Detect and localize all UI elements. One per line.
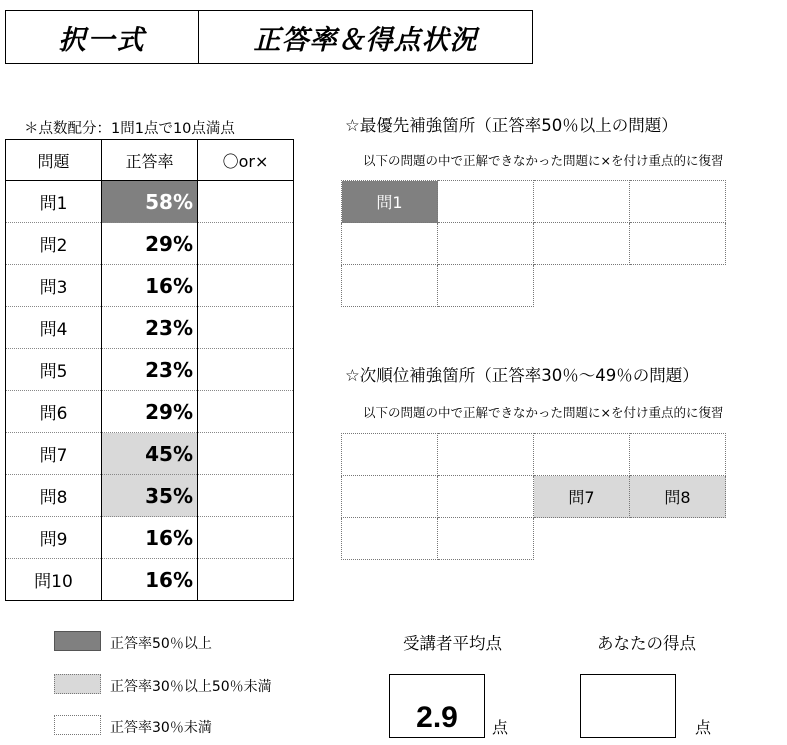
score-allocation-note: ＊点数配分：1問1点で10点満点	[24, 121, 235, 137]
table-row	[6, 223, 294, 265]
grid-spacer	[630, 518, 726, 560]
priority1-cell	[630, 181, 726, 223]
legend-swatch-low	[54, 715, 101, 735]
question-label: 問8	[6, 475, 102, 517]
table-row	[6, 349, 294, 391]
your-score-unit: 点	[695, 718, 712, 737]
priority2-grid	[341, 433, 726, 560]
correct-rate: 35%	[102, 475, 198, 517]
priority1-cell: 問1	[342, 181, 438, 223]
mark-cell[interactable]	[198, 475, 294, 517]
question-label: 問3	[6, 265, 102, 307]
priority2-title: ☆次順位補強箇所（正答率30％～49％の問題）	[345, 366, 699, 385]
priority1-title: ☆最優先補強箇所（正答率50％以上の問題）	[345, 116, 678, 135]
legend-label-mid: 正答率30％以上50％未満	[110, 679, 272, 695]
table-row	[6, 181, 294, 223]
mark-cell[interactable]	[198, 223, 294, 265]
priority1-cell	[342, 223, 438, 265]
question-label: 問7	[6, 433, 102, 475]
mark-cell[interactable]	[198, 517, 294, 559]
page-title: 正答率＆得点状況	[253, 24, 478, 56]
header-mark: 〇or×	[198, 140, 294, 181]
question-label: 問5	[6, 349, 102, 391]
priority1-cell	[438, 265, 534, 307]
table-row	[6, 475, 294, 517]
priority2-cell: 問8	[630, 476, 726, 518]
priority2-cell	[438, 476, 534, 518]
priority2-cell	[342, 476, 438, 518]
correct-rate: 23%	[102, 349, 198, 391]
priority2-cell	[534, 434, 630, 476]
question-label: 問4	[6, 307, 102, 349]
priority1-cell	[630, 223, 726, 265]
your-score-title: あなたの得点	[597, 634, 696, 653]
legend-swatch-mid	[54, 674, 101, 694]
mark-cell[interactable]	[198, 433, 294, 475]
table-header-row	[6, 140, 294, 181]
header-question: 問題	[6, 140, 102, 181]
header-correct-rate: 正答率	[102, 140, 198, 181]
question-label: 問9	[6, 517, 102, 559]
grid-spacer	[534, 265, 630, 307]
correct-rate: 16%	[102, 559, 198, 601]
average-score-value: 2.9	[416, 701, 458, 734]
question-label: 問1	[6, 181, 102, 223]
correct-rate: 29%	[102, 391, 198, 433]
correct-rate: 58%	[102, 181, 198, 223]
priority2-cell	[438, 518, 534, 560]
mark-cell[interactable]	[198, 181, 294, 223]
legend-label-high: 正答率50％以上	[110, 636, 212, 652]
mark-cell[interactable]	[198, 349, 294, 391]
average-score-title: 受講者平均点	[403, 634, 502, 653]
exam-type-title: 択一式	[6, 11, 199, 63]
average-score-unit: 点	[492, 718, 509, 737]
table-row	[6, 391, 294, 433]
priority2-cell	[342, 434, 438, 476]
mark-cell[interactable]	[198, 391, 294, 433]
priority2-cell: 問7	[534, 476, 630, 518]
table-row	[6, 517, 294, 559]
priority2-cell	[342, 518, 438, 560]
average-score-box	[389, 674, 485, 738]
mark-cell[interactable]	[198, 265, 294, 307]
legend-swatch-high	[54, 631, 101, 651]
priority1-cell	[438, 223, 534, 265]
priority1-cell	[342, 265, 438, 307]
table-row	[6, 265, 294, 307]
priority1-note: 以下の問題の中で正解できなかった問題に×を付け重点的に復習	[363, 153, 724, 168]
table-row	[6, 307, 294, 349]
results-table	[5, 139, 294, 601]
priority1-cell	[534, 223, 630, 265]
correct-rate: 29%	[102, 223, 198, 265]
question-label: 問10	[6, 559, 102, 601]
priority1-cell	[438, 181, 534, 223]
correct-rate: 16%	[102, 265, 198, 307]
priority1-grid	[341, 180, 726, 307]
correct-rate: 23%	[102, 307, 198, 349]
question-label: 問6	[6, 391, 102, 433]
title-box	[5, 10, 533, 64]
priority2-cell	[438, 434, 534, 476]
priority2-note: 以下の問題の中で正解できなかった問題に×を付け重点的に復習	[363, 405, 724, 420]
priority1-cell	[534, 181, 630, 223]
correct-rate: 45%	[102, 433, 198, 475]
mark-cell[interactable]	[198, 559, 294, 601]
your-score-box[interactable]	[580, 674, 676, 738]
table-row	[6, 433, 294, 475]
table-row	[6, 559, 294, 601]
correct-rate: 16%	[102, 517, 198, 559]
question-label: 問2	[6, 223, 102, 265]
mark-cell[interactable]	[198, 307, 294, 349]
priority2-cell	[630, 434, 726, 476]
grid-spacer	[534, 518, 630, 560]
grid-spacer	[630, 265, 726, 307]
legend-label-low: 正答率30％未満	[110, 720, 212, 736]
